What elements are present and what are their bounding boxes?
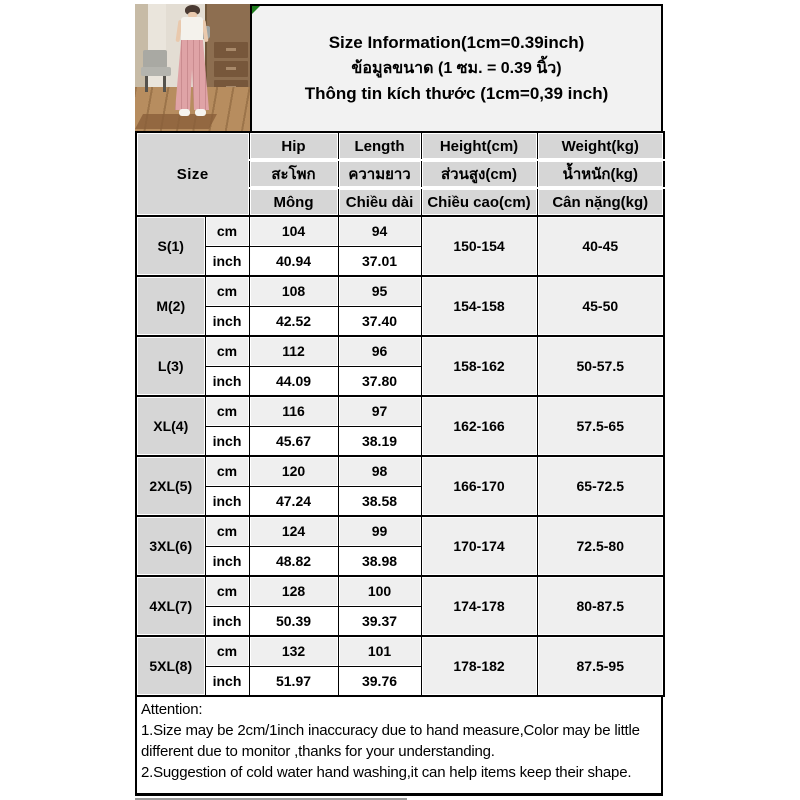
unit-inch-cell: inch — [205, 246, 249, 276]
hip-cm-value: 128 — [249, 576, 338, 606]
header-weight-vi: Cân nặng(kg) — [537, 188, 664, 216]
hip-cm-value: 104 — [249, 216, 338, 246]
length-inch-value: 37.80 — [338, 366, 421, 396]
title-english: Size Information(1cm=0.39inch) — [328, 33, 585, 52]
photo-rug — [135, 114, 217, 129]
photo-chair — [143, 50, 167, 68]
height-range-cell: 178-182 — [421, 636, 537, 696]
hip-cm-value: 124 — [249, 516, 338, 546]
hip-inch-value: 48.82 — [249, 546, 338, 576]
hip-inch-value: 45.67 — [249, 426, 338, 456]
hip-cm-value: 120 — [249, 456, 338, 486]
photo-drawer-handle — [226, 48, 236, 51]
top-row — [135, 4, 663, 131]
photo-model-crop-top — [181, 17, 203, 41]
unit-cm-cell: cm — [205, 456, 249, 486]
length-inch-value: 37.40 — [338, 306, 421, 336]
unit-inch-cell: inch — [205, 546, 249, 576]
attention-item-1: 1.Size may be 2cm/1inch inaccuracy due to hand measure,Color may be little different due to monitor ,thanks for your understanding. — [141, 722, 640, 760]
header-height-th: ส่วนสูง(cm) — [421, 160, 537, 188]
hip-cm-value: 116 — [249, 396, 338, 426]
size-row-cm — [136, 396, 664, 426]
weight-range-cell: 57.5-65 — [537, 396, 664, 456]
size-label-cell: M(2) — [136, 276, 205, 336]
photo-model-shoe — [179, 109, 190, 116]
unit-cm-cell: cm — [205, 396, 249, 426]
height-range-cell: 150-154 — [421, 216, 537, 276]
hip-cm-value: 132 — [249, 636, 338, 666]
hip-inch-value: 44.09 — [249, 366, 338, 396]
unit-cm-cell: cm — [205, 636, 249, 666]
unit-inch-cell: inch — [205, 306, 249, 336]
length-inch-value: 39.76 — [338, 666, 421, 696]
unit-inch-cell: inch — [205, 426, 249, 456]
photo-drawer-handle — [226, 67, 236, 70]
size-header: Size — [136, 132, 249, 216]
product-photo — [135, 4, 250, 131]
length-cm-value: 96 — [338, 336, 421, 366]
unit-inch-cell: inch — [205, 666, 249, 696]
length-cm-value: 99 — [338, 516, 421, 546]
hip-inch-value: 42.52 — [249, 306, 338, 336]
size-row-cm — [136, 276, 664, 306]
hip-inch-value: 51.97 — [249, 666, 338, 696]
attention-heading: Attention: — [141, 701, 203, 718]
size-label-cell: 4XL(7) — [136, 576, 205, 636]
length-cm-value: 97 — [338, 396, 421, 426]
height-range-cell: 158-162 — [421, 336, 537, 396]
title-box — [250, 4, 663, 131]
weight-range-cell: 80-87.5 — [537, 576, 664, 636]
header-length-vi: Chiều dài — [338, 188, 421, 216]
hip-inch-value: 50.39 — [249, 606, 338, 636]
size-row-cm — [136, 336, 664, 366]
content-column — [135, 4, 663, 800]
size-table — [135, 131, 665, 697]
size-label-cell: L(3) — [136, 336, 205, 396]
size-table-header — [136, 132, 664, 216]
unit-inch-cell: inch — [205, 486, 249, 516]
size-label-cell: 3XL(6) — [136, 516, 205, 576]
header-height-en: Height(cm) — [421, 132, 537, 160]
size-row-cm — [136, 456, 664, 486]
length-inch-value: 37.01 — [338, 246, 421, 276]
length-inch-value: 39.37 — [338, 606, 421, 636]
header-weight-th: น้ำหนัก(kg) — [537, 160, 664, 188]
length-inch-value: 38.58 — [338, 486, 421, 516]
size-row-cm — [136, 516, 664, 546]
size-label-cell: 5XL(8) — [136, 636, 205, 696]
weight-range-cell: 50-57.5 — [537, 336, 664, 396]
height-range-cell: 166-170 — [421, 456, 537, 516]
unit-cm-cell: cm — [205, 516, 249, 546]
height-range-cell: 170-174 — [421, 516, 537, 576]
title-vietnamese: Thông tin kích thước (1cm=0,39 inch) — [304, 84, 609, 103]
photo-chair-leg — [163, 76, 166, 92]
header-hip-vi: Mông — [249, 188, 338, 216]
attention-item-2: 2.Suggestion of cold water hand washing,it can help items keep their shape. — [141, 764, 632, 781]
weight-range-cell: 87.5-95 — [537, 636, 664, 696]
unit-cm-cell: cm — [205, 276, 249, 306]
hip-inch-value: 47.24 — [249, 486, 338, 516]
length-cm-value: 94 — [338, 216, 421, 246]
attention-box — [135, 695, 663, 796]
height-range-cell: 154-158 — [421, 276, 537, 336]
photo-model-shoe — [195, 109, 206, 116]
header-length-en: Length — [338, 132, 421, 160]
length-inch-value: 38.19 — [338, 426, 421, 456]
unit-cm-cell: cm — [205, 216, 249, 246]
header-length-th: ความยาว — [338, 160, 421, 188]
hip-cm-value: 108 — [249, 276, 338, 306]
header-weight-en: Weight(kg) — [537, 132, 664, 160]
length-cm-value: 98 — [338, 456, 421, 486]
weight-range-cell: 45-50 — [537, 276, 664, 336]
hip-cm-value: 112 — [249, 336, 338, 366]
length-cm-value: 95 — [338, 276, 421, 306]
unit-cm-cell: cm — [205, 336, 249, 366]
size-label-cell: XL(4) — [136, 396, 205, 456]
height-range-cell: 174-178 — [421, 576, 537, 636]
header-height-vi: Chiều cao(cm) — [421, 188, 537, 216]
weight-range-cell: 65-72.5 — [537, 456, 664, 516]
size-row-cm — [136, 576, 664, 606]
cell-comment-marker-icon — [252, 6, 260, 14]
length-cm-value: 100 — [338, 576, 421, 606]
size-row-cm — [136, 636, 664, 666]
hip-inch-value: 40.94 — [249, 246, 338, 276]
photo-chair — [141, 67, 171, 76]
title-thai: ข้อมูลขนาด (1 ซม. = 0.39 นิ้ว) — [351, 60, 562, 77]
size-row-cm — [136, 216, 664, 246]
size-label-cell: 2XL(5) — [136, 456, 205, 516]
size-label-cell: S(1) — [136, 216, 205, 276]
photo-chair-leg — [145, 76, 148, 92]
weight-range-cell: 40-45 — [537, 216, 664, 276]
unit-cm-cell: cm — [205, 576, 249, 606]
height-range-cell: 162-166 — [421, 396, 537, 456]
length-cm-value: 101 — [338, 636, 421, 666]
unit-inch-cell: inch — [205, 606, 249, 636]
length-inch-value: 38.98 — [338, 546, 421, 576]
header-hip-en: Hip — [249, 132, 338, 160]
unit-inch-cell: inch — [205, 366, 249, 396]
size-table-body — [136, 216, 664, 696]
weight-range-cell: 72.5-80 — [537, 516, 664, 576]
header-hip-th: สะโพก — [249, 160, 338, 188]
